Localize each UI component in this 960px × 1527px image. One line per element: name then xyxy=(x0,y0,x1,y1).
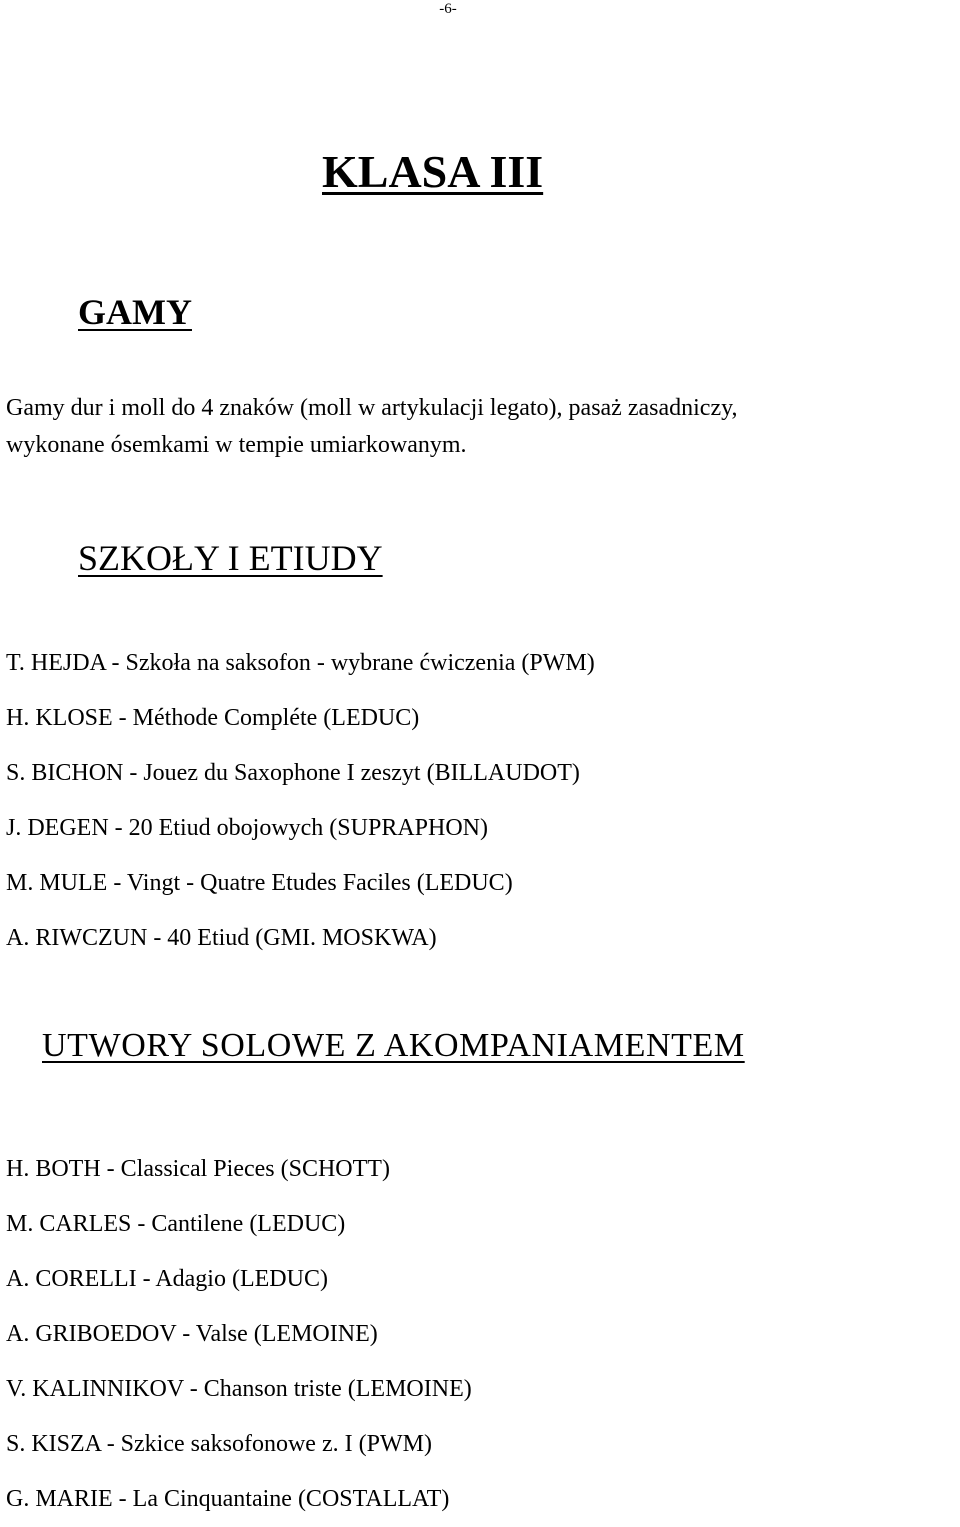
list-item: A. RIWCZUN - 40 Etiud (GMI. MOSKWA) xyxy=(6,925,437,951)
list-item: A. GRIBOEDOV - Valse (LEMOINE) xyxy=(6,1321,378,1347)
list-item: S. BICHON - Jouez du Saxophone I zeszyt (BILLAUDOT) xyxy=(6,760,580,786)
page-number: -6- xyxy=(439,1,457,17)
section-heading-gamy: GAMY xyxy=(78,292,192,332)
list-item: M. CARLES - Cantilene (LEDUC) xyxy=(6,1211,346,1237)
list-item: H. BOTH - Classical Pieces (SCHOTT) xyxy=(6,1156,390,1182)
list-item: H. KLOSE - Méthode Compléte (LEDUC) xyxy=(6,705,420,731)
scales-description xyxy=(6,390,960,464)
class-title: KLASA III xyxy=(322,146,544,197)
list-item: V. KALINNIKOV - Chanson triste (LEMOINE) xyxy=(6,1376,472,1402)
list-item: A. CORELLI - Adagio (LEDUC) xyxy=(6,1266,328,1292)
list-item: J. DEGEN - 20 Etiud obojowych (SUPRAPHON) xyxy=(6,815,488,841)
list-item: M. MULE - Vingt - Quatre Etudes Faciles (LEDUC) xyxy=(6,870,513,896)
etudes-list xyxy=(6,636,595,966)
scales-description-line: wykonane ósemkami w tempie umiarkowanym. xyxy=(6,432,467,458)
list-item: T. HEJDA - Szkoła na saksofon - wybrane ćwiczenia (PWM) xyxy=(6,650,595,676)
section-heading-szkoly-i-etiudy: SZKOŁY I ETIUDY xyxy=(78,538,383,578)
scales-description-line: Gamy dur i moll do 4 znaków (moll w artykulacji legato), pasaż zasadniczy, xyxy=(6,395,738,421)
list-item: G. MARIE - La Cinquantaine (COSTALLAT) xyxy=(6,1486,450,1512)
list-item: S. KISZA - Szkice saksofonowe z. I (PWM) xyxy=(6,1431,432,1457)
solo-pieces-list xyxy=(6,1142,472,1527)
section-heading-utwory-solowe: UTWORY SOLOWE Z AKOMPANIAMENTEM xyxy=(42,1027,745,1064)
